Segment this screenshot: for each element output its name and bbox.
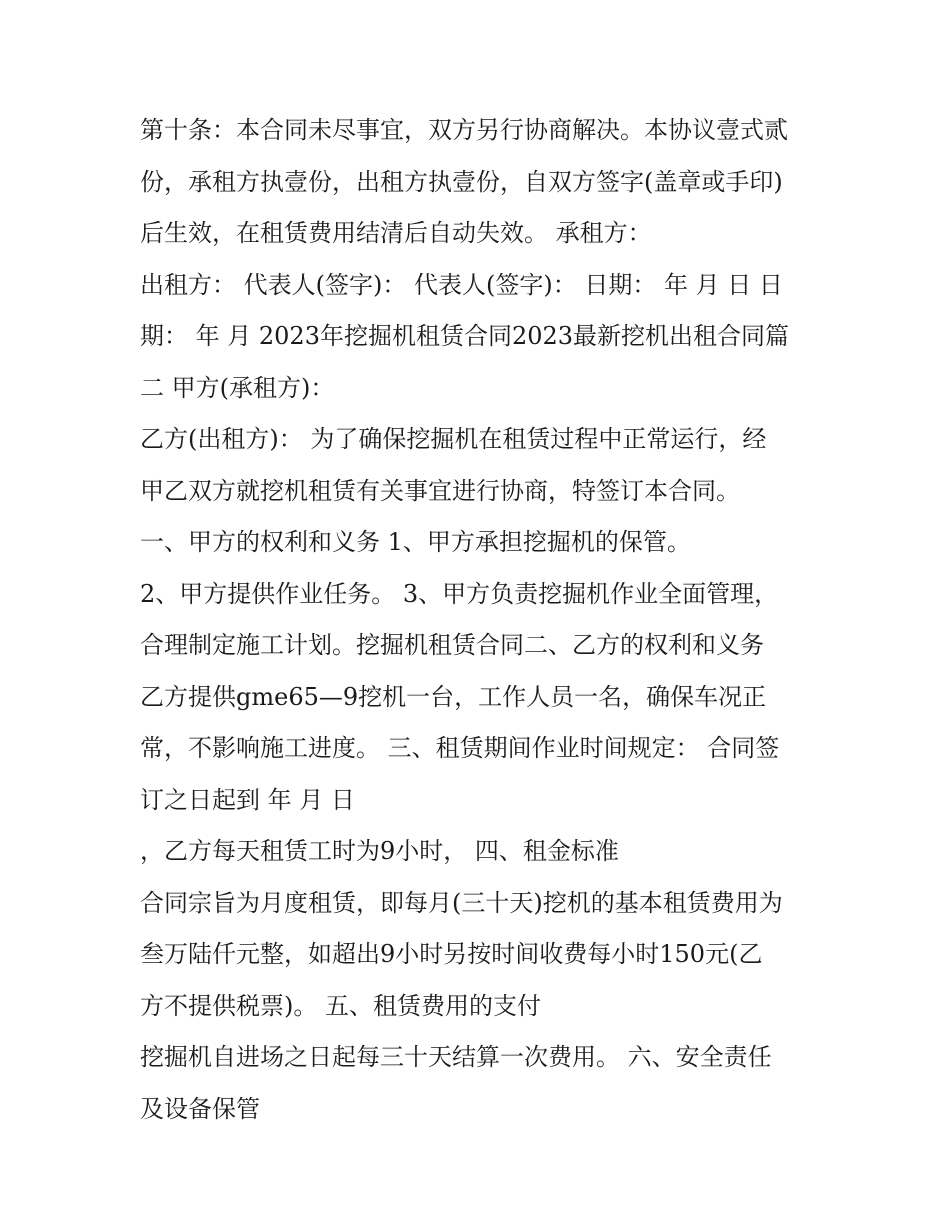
text-line: 乙方提供gme65—9挖机一台，工作人员一名，确保车况正 (140, 682, 767, 711)
text-line: 订之日起到 年 月 日 (140, 785, 355, 814)
text-line: 方不提供税票)。 五、租赁费用的支付 (140, 991, 541, 1020)
text-line: 常，不影响施工进度。 三、租赁期间作业时间规定： 合同签 (140, 734, 780, 762)
contract-body-text (140, 105, 830, 1135)
text-line: 期： 年 月 2023年挖掘机租赁合同2023最新挖机出租合同篇 (140, 322, 790, 350)
text-line: 第十条：本合同未尽事宜，双方另行协商解决。本协议壹式贰 (140, 116, 788, 144)
text-line: 叁万陆仟元整，如超出9小时另按时间收费每小时150元(乙 (140, 940, 763, 968)
text-line: 合理制定施工计划。挖掘机租赁合同二、乙方的权利和义务 (140, 631, 764, 659)
text-line: 出租方： 代表人(签字)： 代表人(签字)： 日期： 年 月 日 日 (140, 270, 783, 299)
text-line: 乙方(出租方)： 为了确保挖掘机在租赁过程中正常运行，经 (140, 425, 767, 453)
text-line: 二 甲方(承租方)： (140, 373, 335, 402)
text-line: 合同宗旨为月度租赁，即每月(三十天)挖机的基本租赁费用为 (140, 888, 783, 917)
text-line: 甲乙双方就挖机租赁有关事宜进行协商，特签订本合同。 (140, 476, 740, 505)
text-line: ，乙方每天租赁工时为9小时， 四、租金标准 (140, 837, 619, 865)
text-line: 及设备保管 (140, 1094, 260, 1123)
text-line: 2、甲方提供作业任务。 3、甲方负责挖掘机作业全面管理， (140, 579, 779, 608)
text-line: 一、甲方的权利和义务 1、甲方承担挖掘机的保管。 (140, 528, 691, 556)
text-line: 后生效，在租赁费用结清后自动失效。 承租方： (140, 219, 652, 247)
text-line: 份，承租方执壹份，出租方执壹份，自双方签字(盖章或手印) (140, 167, 783, 196)
text-line: 挖掘机自进场之日起每三十天结算一次费用。 六、安全责任 (140, 1043, 772, 1071)
